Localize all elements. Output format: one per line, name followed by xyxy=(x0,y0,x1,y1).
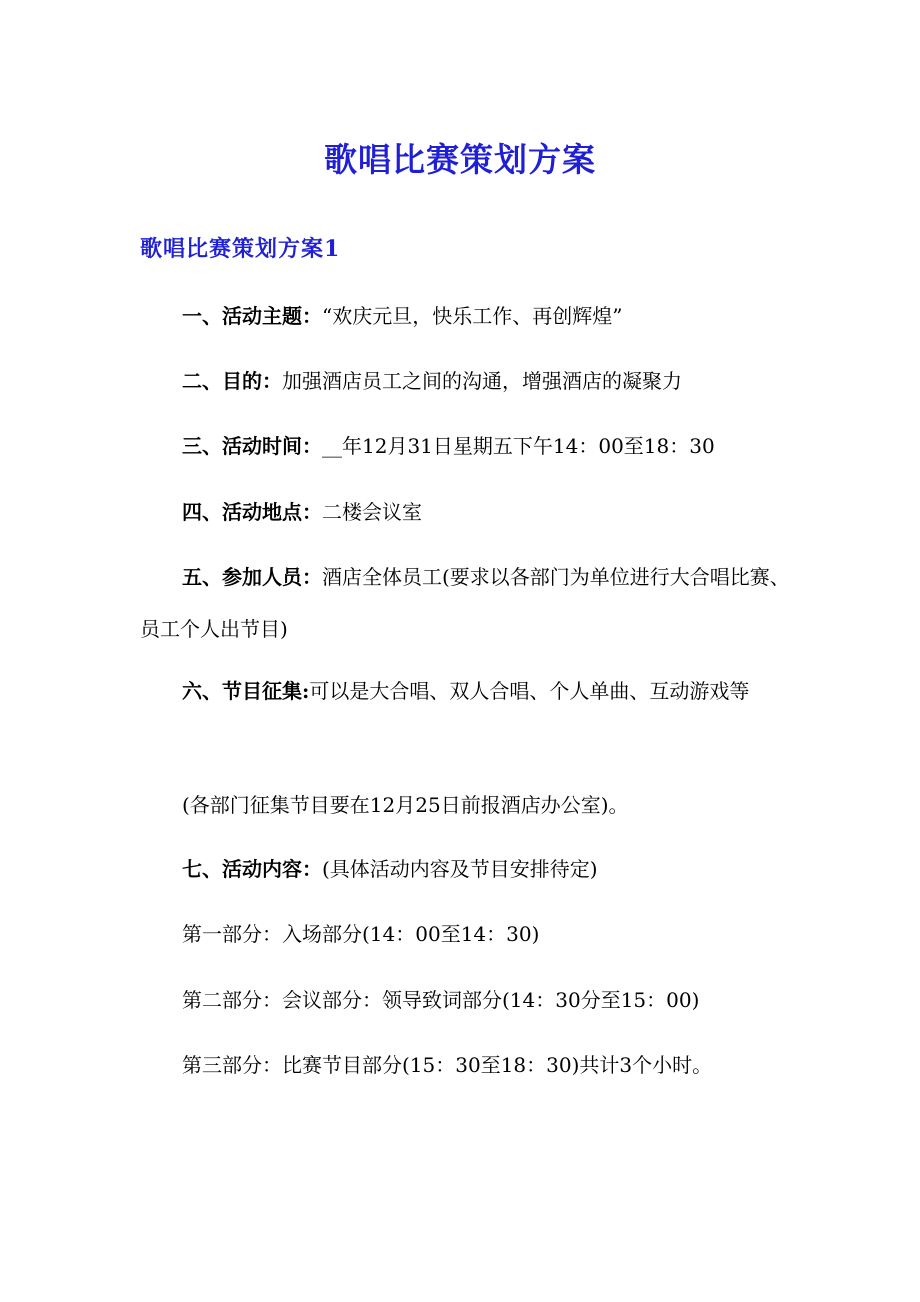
paragraph-part-two xyxy=(140,974,790,1026)
paragraph-label: 一、活动主题： xyxy=(182,304,322,328)
paragraph-label: 二、目的： xyxy=(182,369,282,393)
paragraph-part-three xyxy=(140,1039,790,1091)
paragraph-purpose xyxy=(140,355,790,407)
paragraph-label: 六、节目征集: xyxy=(182,679,310,703)
paragraph-program-collection xyxy=(140,665,790,717)
paragraph-activity-content xyxy=(140,843,790,895)
paragraph-text: 第三部分：比赛节目部分(15：30至18：30)共计3个小时。 xyxy=(182,1053,713,1077)
paragraph-label: 五、参加人员： xyxy=(182,565,322,589)
paragraph-participants xyxy=(140,551,790,655)
section-heading: 歌唱比赛策划方案1 xyxy=(140,236,341,262)
paragraph-collection-deadline xyxy=(140,779,790,831)
paragraph-text: 二楼会议室 xyxy=(322,500,422,524)
paragraph-activity-location xyxy=(140,486,790,538)
paragraph-text: 第一部分：入场部分(14：00至14：30) xyxy=(182,922,540,946)
document-title: 歌唱比赛策划方案 xyxy=(324,140,596,179)
paragraph-text: “欢庆元旦，快乐工作、再创辉煌” xyxy=(322,304,623,328)
paragraph-activity-time xyxy=(140,420,790,472)
paragraph-text: __年12月31日星期五下午14：00至18：30 xyxy=(322,434,715,458)
paragraph-activity-theme xyxy=(140,290,790,342)
paragraph-label: 四、活动地点： xyxy=(182,500,322,524)
paragraph-part-one xyxy=(140,908,790,960)
paragraph-label: 七、活动内容： xyxy=(182,857,322,881)
paragraph-label: 三、活动时间： xyxy=(182,434,322,458)
paragraph-text: (各部门征集节目要在12月25日前报酒店办公室)。 xyxy=(182,793,629,817)
paragraph-text: 加强酒店员工之间的沟通，增强酒店的凝聚力 xyxy=(282,369,682,393)
paragraph-text: 酒店全体员工(要求以各部门为单位进行大合唱比赛、员工个人出节目) xyxy=(140,565,790,641)
paragraph-text: 第二部分：会议部分：领导致词部分(14：30分至15：00) xyxy=(182,988,700,1012)
paragraph-text: 可以是大合唱、双人合唱、个人单曲、互动游戏等 xyxy=(309,679,750,703)
paragraph-text: (具体活动内容及节目安排待定) xyxy=(322,857,598,881)
